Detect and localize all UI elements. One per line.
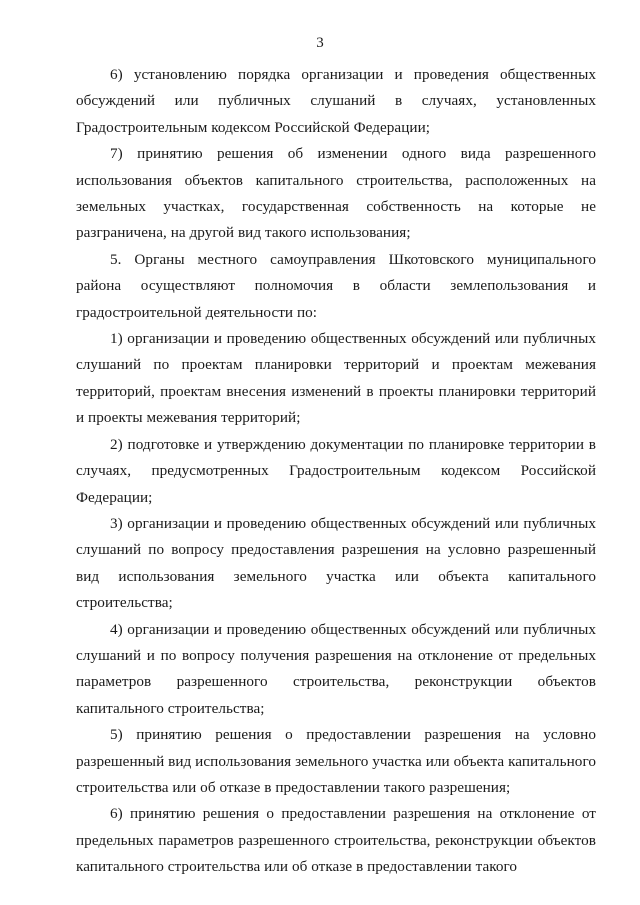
document-body	[76, 62, 596, 881]
paragraph-item-6-deviation-decision: 6) принятию решения о предоставлении разрешения на отклонение от предельных параметров разрешенного строительства, реконструкции объектов капитального строительства или об отказе в предоставлении такого	[76, 805, 596, 876]
paragraph-item-3-conditional-use-hearings: 3) организации и проведению общественных обсуждений или публичных слушаний по вопросу предоставления разрешения на условно разрешенный вид использования земельного участка или объекта капитального строительства;	[76, 514, 596, 612]
paragraph-item-4-deviation-hearings: 4) организации и проведению общественных обсуждений или публичных слушаний и по вопросу получения разрешения на отклонение от предельных параметров разрешенного строительства, реконструкции объектов капитального строительства;	[76, 620, 596, 717]
paragraph-item-5-conditional-use-decision: 5) принятию решения о предоставлении разрешения на условно разрешенный вид использования земельного участка или объекта капитального строительства или об отказе в предоставлении такого разрешения;	[76, 726, 596, 796]
paragraph-item-2-planning-documentation: 2) подготовке и утверждению документации по планировке территории в случаях, предусмотренных Градостроительным кодексом Российской Федерации;	[76, 435, 596, 506]
paragraph-item-1-planning-hearings: 1) организации и проведению общественных обсуждений или публичных слушаний по проектам планировки территорий и проектам межевания территорий, проектам внесения изменений в проекты планировки территорий и проекты межевания территорий;	[76, 330, 596, 427]
page-number: 3	[316, 35, 324, 51]
paragraph-section-5-intro: 5. Органы местного самоуправления Шкотовского муниципального района осуществляют полномочия в области землепользования и градостроительной деятельности по:	[76, 250, 596, 321]
paragraph-item-7-land-use-change: 7) принятию решения об изменении одного вида разрешенного использования объектов капитального строительства, расположенных на земельных участках, государственная собственность на которые не разграничена, на другой вид такого использования;	[76, 145, 596, 242]
paragraph-item-6-procedure: 6) установлению порядка организации и проведения общественных обсуждений или публичных слушаний в случаях, установленных Градостроительным кодексом Российской Федерации;	[76, 66, 596, 136]
